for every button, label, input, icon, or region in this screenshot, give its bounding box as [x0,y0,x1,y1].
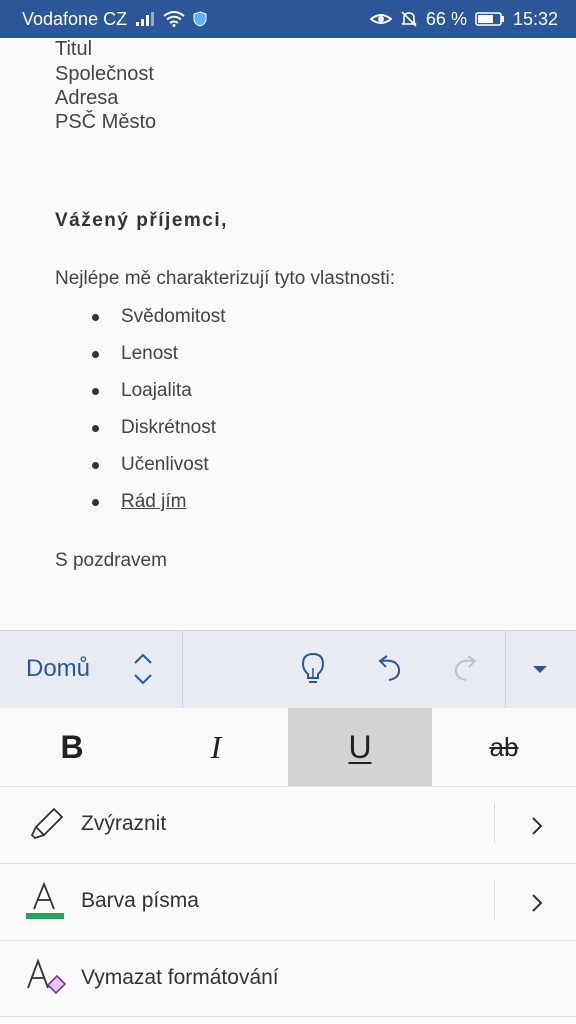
carrier-name: Vodafone CZ [22,8,128,29]
address-line: Titul [55,38,93,60]
vpn-shield-icon [193,11,207,27]
formatting-toolbar [0,708,576,786]
underline-label: U [348,728,372,765]
list-item: Rád jím [92,491,186,513]
tab-switch-icon[interactable] [130,649,156,689]
tell-me-lightbulb-icon[interactable] [291,647,335,691]
divider [182,631,183,709]
bullet-dot-icon [92,351,99,358]
highlighter-icon [24,803,68,847]
highlight-row[interactable] [0,786,576,863]
address-line: Adresa [55,87,119,109]
eye-comfort-icon [370,11,392,27]
wifi-icon [163,11,185,27]
list-item: Lenost [92,343,178,365]
list-item: Svědomitost [92,306,226,328]
clear-formatting-icon [24,957,68,1001]
status-bar [0,0,576,38]
signal-icon [135,11,155,27]
salutation: Vážený příjemci, [55,210,228,231]
redo-icon[interactable] [444,647,488,691]
address-line: PSČ Město [55,111,157,133]
closing-text: S pozdravem [55,550,167,571]
ribbon-tab-selector[interactable]: Domů [26,655,91,682]
underline-button[interactable] [288,708,432,786]
divider [0,1016,576,1024]
bullet-dot-icon [92,314,99,321]
collapse-ribbon-icon[interactable] [518,647,562,691]
list-item: Diskrétnost [92,417,216,439]
chevron-right-icon[interactable] [526,813,548,839]
document-canvas[interactable] [0,38,576,630]
italic-button[interactable]: I [210,728,222,765]
divider [505,631,506,709]
list-item: Loajalita [92,380,192,402]
bullet-dot-icon [92,499,99,506]
divider [494,880,495,920]
strikethrough-button[interactable] [432,708,576,786]
list-item: Učenlivost [92,454,209,476]
address-line: Společnost [55,63,154,85]
clear-formatting-label: Vymazat formátování [81,966,279,989]
font-color-icon [24,880,68,924]
undo-icon[interactable] [367,647,411,691]
clear-formatting-row[interactable] [0,940,576,1017]
clock: 15:32 [512,8,558,29]
font-color-row[interactable] [0,863,576,940]
ribbon-header [0,630,576,708]
mute-icon [400,10,418,28]
bullet-dot-icon [92,462,99,469]
strikethrough-label: ab [489,731,519,762]
chevron-right-icon[interactable] [526,890,548,916]
highlight-label: Zvýraznit [81,812,167,835]
bullet-dot-icon [92,425,99,432]
bold-button[interactable]: B [60,728,84,765]
bullet-dot-icon [92,388,99,395]
intro-text: Nejlépe mě charakterizují tyto vlastnosti: [55,268,396,289]
battery-icon [475,11,505,27]
battery-percent: 66 % [425,8,467,29]
font-color-label: Barva písma [81,889,199,912]
divider [494,803,495,843]
